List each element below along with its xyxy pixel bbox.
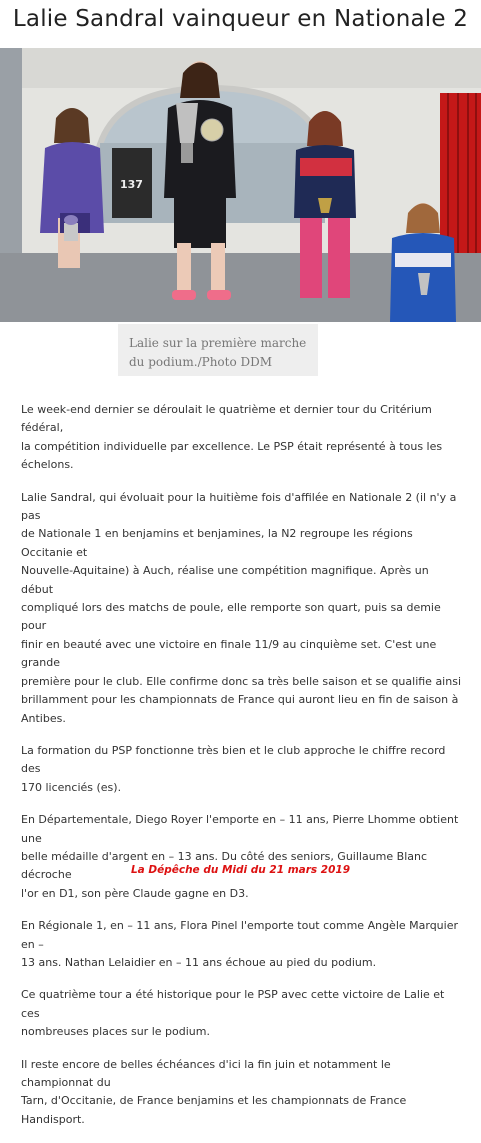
text-line: En Départementale, Diego Royer l'emporte en – 11 ans, Pierre Lhomme obtient une <box>21 813 459 845</box>
podium-photo <box>0 48 481 322</box>
source-credit: La Dépêche du Midi du 21 mars 2019 <box>130 864 351 876</box>
text-line: Antibes. <box>21 711 66 725</box>
text-line: belle médaille d'argent en – 13 ans. Du côté des seniors, Guillaume Blanc décroche <box>21 849 428 882</box>
text-line: 13 ans. Nathan Lelaidier en – 11 ans échoue au pied du podium. <box>21 955 377 969</box>
text-line: brillamment pour les championnats de France qui auront lieu en fin de saison à <box>21 693 459 707</box>
text-line: Le week-end dernier se déroulait le quatrième et dernier tour du Critérium fédéral, <box>21 403 432 435</box>
text-line: 170 licenciés (es). <box>21 780 122 794</box>
photo-caption <box>118 324 318 376</box>
text-line: nombreuses places sur le podium. <box>21 1025 210 1039</box>
text-line: En Régionale 1, en – 11 ans, Flora Pinel l'emporte tout comme Angèle Marquier en – <box>21 919 459 951</box>
caption-line: du podium./Photo DDM <box>129 355 273 369</box>
text-line: échelons. <box>21 458 74 472</box>
text-line: Lalie Sandral, qui évoluait pour la huitième fois d'affilée en Nationale 2 (il n'y a pas <box>21 490 457 523</box>
article-paragraph <box>21 1056 461 1130</box>
text-line: première pour le club. Elle confirme donc sa très belle saison et se qualifie ainsi <box>21 674 461 688</box>
text-line: compliqué lors des matchs de poule, elle remporte son quart, puis sa demie pour <box>21 601 441 633</box>
text-line: Tarn, d'Occitanie, de France benjamins et les championnats de France Handisport. <box>21 1094 407 1126</box>
article-body <box>21 401 461 1143</box>
caption-line: Lalie sur la première marche <box>129 336 307 350</box>
article-paragraph <box>21 986 461 1041</box>
article-paragraph <box>21 811 461 903</box>
text-line: de Nationale 1 en benjamins et benjamines, la N2 regroupe les régions Occitanie et <box>21 527 413 559</box>
text-line: finir en beauté avec une victoire en finale 11/9 au cinquième set. C'est une grande <box>21 637 437 670</box>
poster-number: 137 <box>120 178 143 191</box>
article-paragraph <box>21 401 461 475</box>
text-line: Il reste encore de belles échéances d'ici la fin juin et notamment le championnat du <box>21 1057 391 1089</box>
text-line: Ce quatrième tour a été historique pour le PSP avec cette victoire de Lalie et ces <box>21 988 445 1020</box>
article-paragraph <box>21 489 461 728</box>
text-line: la compétition individuelle par excellence. Le PSP était représenté à tous les <box>21 439 443 453</box>
text-line: l'or en D1, son père Claude gagne en D3. <box>21 886 249 900</box>
article-paragraph <box>21 917 461 972</box>
text-line: Nouvelle-Aquitaine) à Auch, réalise une compétition magnifique. Après un début <box>21 564 429 596</box>
page-title: Lalie Sandral vainqueur en Nationale 2 <box>12 6 469 32</box>
article-paragraph <box>21 742 461 797</box>
text-line: La formation du PSP fonctionne très bien et le club approche le chiffre record des <box>21 743 446 776</box>
